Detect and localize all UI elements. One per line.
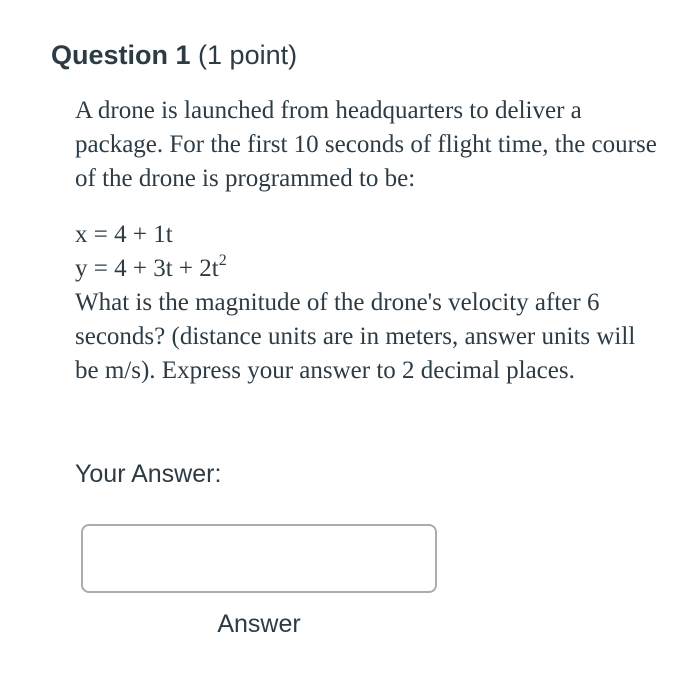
question-body — [75, 94, 665, 388]
equation-y — [75, 252, 665, 286]
question-title: Question 1 — [51, 40, 191, 70]
question-prompt: What is the magnitude of the drone's velocity after 6 seconds? (distance units are in meters, answer units will be m/s). Express your answer to 2 decimal places. — [75, 289, 636, 384]
question-points: (1 point) — [198, 40, 298, 70]
equations — [75, 218, 665, 286]
your-answer-label: Your Answer: — [75, 460, 222, 488]
question-header — [51, 40, 297, 71]
question-intro: A drone is launched from headquarters to deliver a package. For the first 10 seconds of flight time, the course of the drone is programmed to be: — [75, 97, 657, 192]
answer-input[interactable] — [81, 524, 437, 593]
equation-x: x = 4 + 1t — [75, 221, 173, 248]
equation-y-base: y = 4 + 3t + 2t — [75, 255, 219, 282]
equation-y-exponent: 2 — [218, 251, 227, 269]
answer-caption: Answer — [217, 610, 301, 638]
